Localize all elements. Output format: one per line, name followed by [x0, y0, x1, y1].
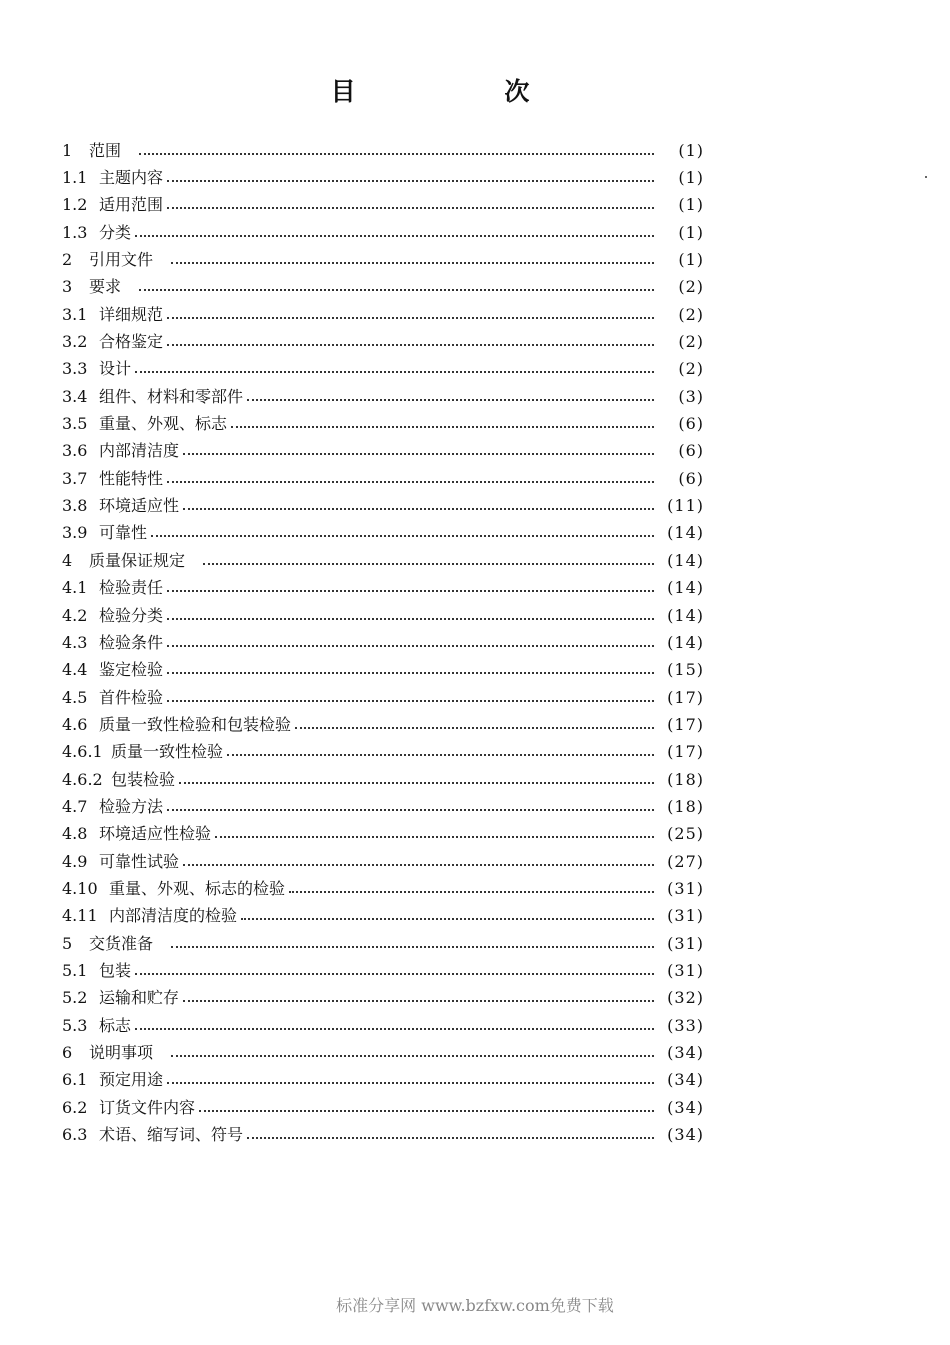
toc-entry	[62, 1067, 704, 1094]
toc-number: 1.2	[62, 195, 88, 215]
toc-number: 1.3	[62, 222, 88, 242]
toc-entry	[62, 930, 704, 957]
toc-leader-dots	[139, 153, 654, 155]
toc-page-number: (14)	[667, 605, 704, 625]
toc-label: 检验方法	[99, 796, 164, 816]
toc-entry	[62, 739, 704, 766]
toc-entry	[62, 328, 704, 355]
toc-page-number: (14)	[667, 550, 704, 570]
toc-number: 4	[62, 550, 73, 570]
toc-leader-dots	[135, 973, 654, 975]
toc-label: 订货文件内容	[99, 1097, 196, 1117]
toc-entry	[62, 575, 704, 602]
toc-entry	[62, 192, 704, 219]
toc-leader-dots	[139, 289, 654, 291]
toc-number: 5.3	[62, 1015, 88, 1035]
toc-number: 4.9	[62, 851, 88, 871]
toc-leader-dots	[241, 918, 654, 920]
toc-label: 质量一致性检验	[111, 742, 224, 762]
toc-leader-dots	[135, 235, 654, 237]
toc-entry	[62, 1094, 704, 1121]
toc-label: 合格鉴定	[99, 332, 164, 352]
toc-label: 内部清洁度	[99, 441, 180, 461]
toc-label: 内部清洁度的检验	[109, 906, 238, 926]
toc-entry	[62, 657, 704, 684]
toc-number: 4.11	[62, 906, 98, 926]
toc-page-number: (34)	[667, 1125, 704, 1145]
toc-label: 鉴定检验	[99, 660, 164, 680]
toc-page-number: (31)	[667, 878, 704, 898]
toc-page-number: (18)	[667, 796, 704, 816]
scan-speck	[925, 176, 927, 178]
toc-number: 4.6	[62, 714, 88, 734]
toc-page-number: (1)	[678, 222, 704, 242]
toc-page-number: (1)	[678, 195, 704, 215]
toc-leader-dots	[183, 508, 654, 510]
toc-leader-dots	[167, 590, 654, 592]
toc-page-number: (6)	[678, 468, 704, 488]
toc-number: 4.10	[62, 878, 98, 898]
toc-label: 环境适应性	[99, 496, 180, 516]
toc-page-number: (34)	[667, 1043, 704, 1063]
toc-page-number: (14)	[667, 632, 704, 652]
toc-number: 4.6.2	[62, 769, 103, 789]
toc-number: 5.1	[62, 960, 88, 980]
toc-leader-dots	[167, 809, 654, 811]
toc-number: 3.8	[62, 496, 88, 516]
toc-page-number: (6)	[678, 414, 704, 434]
toc-number: 4.4	[62, 660, 88, 680]
toc-page-number: (27)	[667, 851, 704, 871]
toc-entry	[62, 274, 704, 301]
toc-number: 5.2	[62, 988, 88, 1008]
toc-entry	[62, 246, 704, 273]
table-of-contents	[62, 137, 704, 1149]
toc-page-number: (25)	[667, 824, 704, 844]
toc-number: 6.2	[62, 1097, 88, 1117]
toc-leader-dots	[171, 262, 654, 264]
toc-label: 说明事项	[89, 1043, 154, 1063]
toc-entry	[62, 356, 704, 383]
toc-leader-dots	[231, 426, 654, 428]
toc-leader-dots	[227, 754, 654, 756]
toc-leader-dots	[183, 1000, 654, 1002]
toc-label: 交货准备	[89, 933, 154, 953]
toc-label: 性能特性	[99, 468, 164, 488]
toc-page-number: (11)	[667, 496, 704, 516]
toc-leader-dots	[167, 672, 654, 674]
toc-entry	[62, 875, 704, 902]
toc-label: 首件检验	[99, 687, 164, 707]
toc-page-number: (14)	[667, 578, 704, 598]
toc-page-number: (1)	[678, 250, 704, 270]
toc-number: 4.3	[62, 632, 88, 652]
toc-leader-dots	[167, 344, 654, 346]
toc-label: 包装检验	[111, 769, 176, 789]
toc-number: 6.3	[62, 1125, 88, 1145]
toc-number: 4.7	[62, 796, 88, 816]
toc-entry	[62, 684, 704, 711]
toc-leader-dots	[135, 1028, 654, 1030]
toc-entry	[62, 957, 704, 984]
toc-entry	[62, 410, 704, 437]
toc-label: 引用文件	[89, 250, 154, 270]
toc-page-number: (17)	[667, 714, 704, 734]
toc-number: 4.5	[62, 687, 88, 707]
toc-number: 3.3	[62, 359, 88, 379]
toc-leader-dots	[203, 563, 654, 565]
toc-leader-dots	[215, 836, 654, 838]
toc-page-number: (18)	[667, 769, 704, 789]
toc-label: 标志	[99, 1015, 132, 1035]
toc-number: 3	[62, 277, 73, 297]
toc-leader-dots	[183, 864, 654, 866]
toc-entry	[62, 137, 704, 164]
toc-page-number: (1)	[678, 140, 704, 160]
page-title: 目 次	[330, 77, 600, 106]
toc-page-number: (31)	[667, 960, 704, 980]
toc-leader-dots	[167, 700, 654, 702]
toc-entry	[62, 848, 704, 875]
toc-number: 3.1	[62, 304, 88, 324]
toc-entry	[62, 1039, 704, 1066]
toc-leader-dots	[247, 1137, 654, 1139]
toc-page-number: (6)	[678, 441, 704, 461]
toc-page-number: (31)	[667, 933, 704, 953]
toc-label: 包装	[99, 960, 132, 980]
toc-leader-dots	[183, 453, 654, 455]
toc-leader-dots	[289, 891, 654, 893]
toc-page-number: (17)	[667, 687, 704, 707]
toc-number: 4.2	[62, 605, 88, 625]
toc-label: 范围	[89, 140, 122, 160]
toc-number: 3.7	[62, 468, 88, 488]
toc-entry	[62, 903, 704, 930]
toc-number: 3.6	[62, 441, 88, 461]
toc-label: 检验责任	[99, 578, 164, 598]
toc-leader-dots	[171, 946, 654, 948]
toc-page-number: (15)	[667, 660, 704, 680]
toc-label: 组件、材料和零部件	[99, 386, 244, 406]
toc-entry	[62, 793, 704, 820]
toc-page-number: (2)	[678, 304, 704, 324]
toc-entry	[62, 766, 704, 793]
toc-number: 1	[62, 140, 73, 160]
toc-label: 分类	[99, 222, 132, 242]
toc-label: 运输和贮存	[99, 988, 180, 1008]
toc-leader-dots	[151, 535, 654, 537]
toc-number: 6	[62, 1043, 73, 1063]
toc-entry	[62, 985, 704, 1012]
toc-label: 适用范围	[99, 195, 164, 215]
toc-label: 检验分类	[99, 605, 164, 625]
toc-entry	[62, 465, 704, 492]
toc-leader-dots	[135, 371, 654, 373]
toc-entry	[62, 164, 704, 191]
toc-entry	[62, 821, 704, 848]
toc-leader-dots	[167, 207, 654, 209]
toc-entry	[62, 1121, 704, 1148]
toc-leader-dots	[167, 645, 654, 647]
toc-leader-dots	[167, 317, 654, 319]
toc-entry	[62, 602, 704, 629]
toc-label: 详细规范	[99, 304, 164, 324]
toc-number: 3.4	[62, 386, 88, 406]
toc-label: 重量、外观、标志的检验	[109, 878, 286, 898]
toc-number: 5	[62, 933, 73, 953]
toc-page-number: (2)	[678, 359, 704, 379]
toc-page-number: (34)	[667, 1097, 704, 1117]
toc-leader-dots	[167, 618, 654, 620]
toc-page-number: (17)	[667, 742, 704, 762]
toc-number: 1.1	[62, 168, 88, 188]
toc-number: 2	[62, 250, 73, 270]
toc-entry	[62, 711, 704, 738]
toc-label: 检验条件	[99, 632, 164, 652]
toc-label: 重量、外观、标志	[99, 414, 228, 434]
toc-page-number: (14)	[667, 523, 704, 543]
toc-page-number: (34)	[667, 1070, 704, 1090]
toc-page-number: (32)	[667, 988, 704, 1008]
toc-number: 3.9	[62, 523, 88, 543]
toc-page-number: (1)	[678, 168, 704, 188]
toc-page-number: (33)	[667, 1015, 704, 1035]
toc-label: 预定用途	[99, 1070, 164, 1090]
toc-leader-dots	[247, 399, 654, 401]
toc-label: 可靠性试验	[99, 851, 180, 871]
toc-entry	[62, 1012, 704, 1039]
toc-number: 3.2	[62, 332, 88, 352]
toc-entry	[62, 301, 704, 328]
toc-leader-dots	[295, 727, 654, 729]
toc-page-number: (31)	[667, 906, 704, 926]
toc-entry	[62, 547, 704, 574]
toc-page-number: (2)	[678, 332, 704, 352]
toc-label: 可靠性	[99, 523, 148, 543]
toc-label: 要求	[89, 277, 122, 297]
toc-page-number: (2)	[678, 277, 704, 297]
toc-label: 设计	[99, 359, 132, 379]
toc-number: 4.8	[62, 824, 88, 844]
toc-label: 主题内容	[99, 168, 164, 188]
toc-label: 质量保证规定	[89, 550, 186, 570]
toc-number: 4.6.1	[62, 742, 103, 762]
toc-label: 术语、缩写词、符号	[99, 1125, 244, 1145]
watermark-footer: 标准分享网 www.bzfxw.com免费下载	[336, 1296, 614, 1315]
toc-page-number: (3)	[678, 386, 704, 406]
toc-number: 6.1	[62, 1070, 88, 1090]
toc-entry	[62, 492, 704, 519]
toc-label: 环境适应性检验	[99, 824, 212, 844]
toc-entry	[62, 438, 704, 465]
toc-entry	[62, 629, 704, 656]
toc-leader-dots	[167, 481, 654, 483]
toc-leader-dots	[167, 1082, 654, 1084]
toc-number: 4.1	[62, 578, 88, 598]
toc-entry	[62, 520, 704, 547]
toc-leader-dots	[179, 782, 654, 784]
toc-leader-dots	[167, 180, 654, 182]
toc-entry	[62, 219, 704, 246]
toc-leader-dots	[199, 1110, 654, 1112]
toc-entry	[62, 383, 704, 410]
toc-label: 质量一致性检验和包装检验	[99, 714, 292, 734]
toc-number: 3.5	[62, 414, 88, 434]
toc-leader-dots	[171, 1055, 654, 1057]
